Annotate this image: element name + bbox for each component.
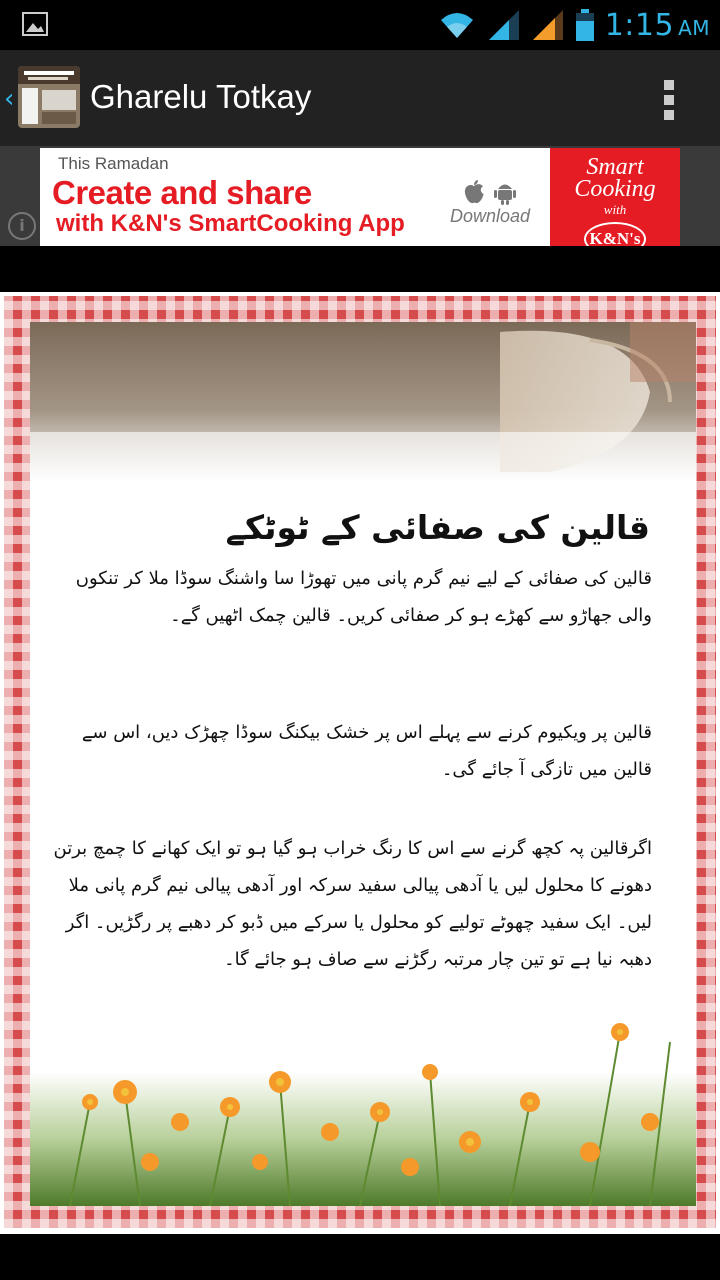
article-content[interactable]: [0, 292, 720, 1234]
overflow-dot: [664, 80, 674, 90]
brand-line-cooking: Cooking: [574, 176, 656, 202]
overflow-dot: [664, 95, 674, 105]
signal-icon-sim2: [531, 8, 565, 42]
brand-line-with: with: [603, 202, 627, 217]
app-icon[interactable]: [18, 66, 80, 128]
android-icon: [493, 179, 517, 205]
ad-download[interactable]: [440, 178, 540, 227]
battery-icon: [575, 8, 595, 42]
brand-kn-logo: K&N's: [584, 222, 646, 246]
signal-icon-sim1: [487, 8, 521, 42]
clock-time: 1:15: [604, 7, 675, 43]
ad-brand-logo: [550, 148, 680, 246]
wifi-icon: [437, 8, 477, 42]
app-title: Gharelu Totkay: [90, 78, 312, 115]
action-bar: [0, 50, 720, 148]
ad-headline: Create and share: [52, 174, 312, 211]
article-card: [30, 322, 696, 1206]
overflow-menu-button[interactable]: [664, 80, 676, 120]
ad-pretitle: This Ramadan: [58, 154, 169, 173]
overflow-dot: [664, 110, 674, 120]
clock-ampm: AM: [678, 15, 710, 40]
apple-icon: [463, 179, 485, 205]
carpet-image: [30, 322, 696, 482]
gallery-notification-icon: [22, 12, 48, 36]
checkered-frame: [4, 296, 716, 1228]
article-paragraph: قالین کی صفائی کے لیے نیم گرم پانی میں تھوڑا سا واشنگ سوڈا ملا کر تنکوں والی جھاڑو سے کھڑے ہو کر صفائی کریں۔ قالین چمک اٹھیں گے۔: [75, 568, 652, 626]
ad-banner[interactable]: [40, 148, 680, 246]
clock: [605, 8, 710, 43]
article-paragraph: قالین پر ویکیوم کرنے سے پہلے اس پر خشک بیکنگ سوڈا چھڑک دیں، اس سے قالین میں تازگی آ جائے گی۔: [81, 722, 652, 780]
flowers-image: [30, 1012, 696, 1206]
article-title: قالین کی صفائی کے ٹوٹکے: [225, 508, 650, 547]
status-bar: [0, 0, 720, 50]
brand-line-smart: Smart: [586, 154, 644, 180]
article-paragraph: اگرقالین پہ کچھ گرنے سے اس کا رنگ خراب ہو گیا ہو تو ایک کھانے کا چمچ برتن دھونے کا محلول لیں یا آدھی پیالی سفید سرکہ اور آدھی پیالی نیم گرم پانی ملا لیں۔ ایک سفید چھوٹے تولیے کو محلول یا سرکے میں ڈبو کر دھبے پر رگڑیں۔ اگر دھبہ نیا ہے تو تین چار مرتبہ رگڑنے سے صاف ہو جائے گا۔: [53, 838, 652, 970]
ad-info-icon[interactable]: i: [8, 212, 36, 240]
up-navigation-icon[interactable]: ‹: [4, 84, 15, 114]
ad-download-label: Download: [449, 206, 531, 226]
ad-subline: with K&N's SmartCooking App: [56, 210, 405, 237]
